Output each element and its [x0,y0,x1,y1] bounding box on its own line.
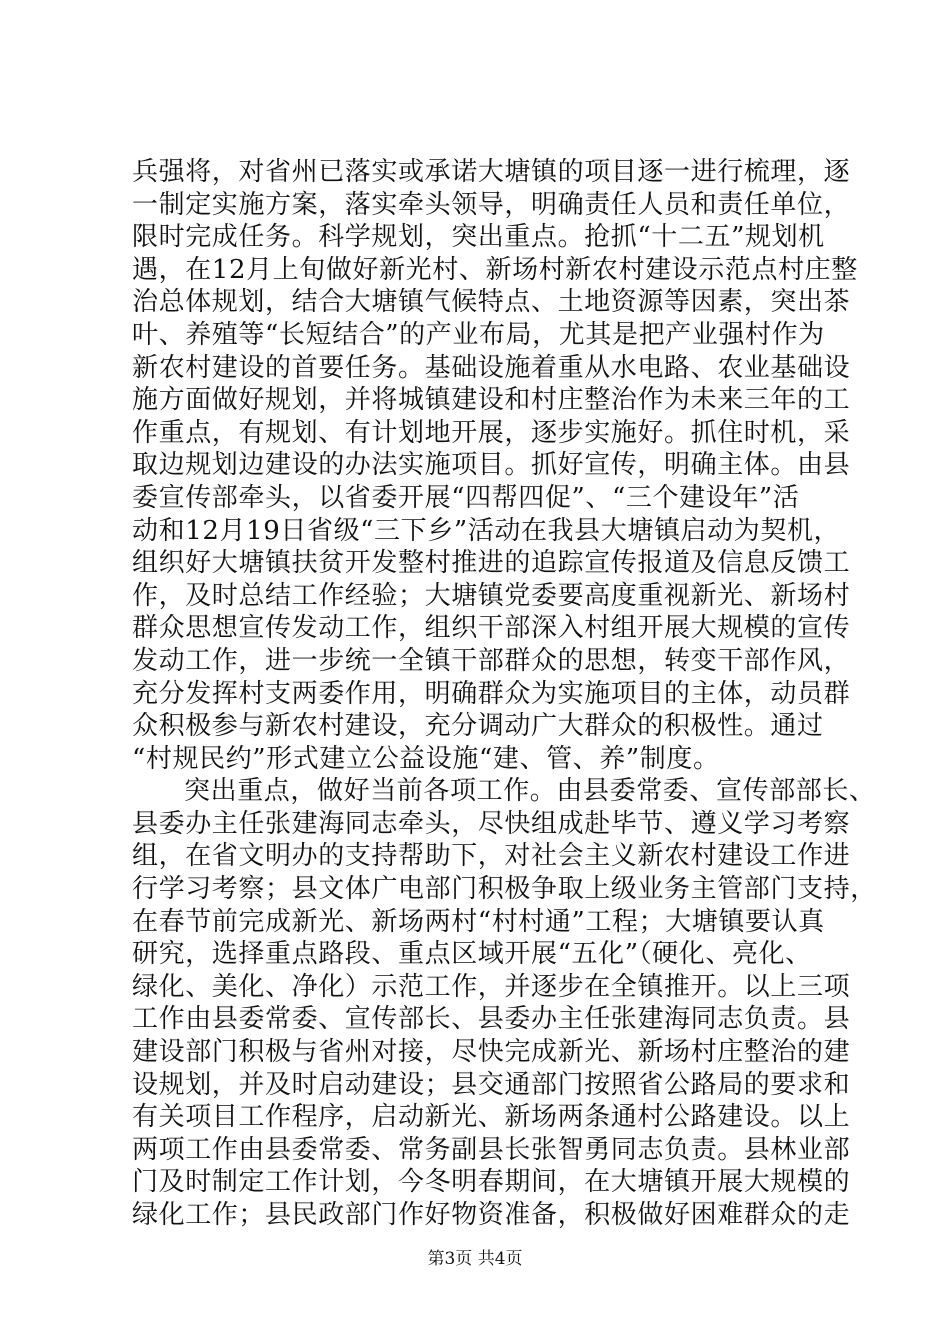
text-line: 委宣传部牵头，以省委开展“四帮四促”、“三个建设年”活 [132,482,800,513]
text-line: 治总体规划，结合大塘镇气候特点、土地资源等因素，突出茶 [132,287,851,318]
paragraph [132,775,877,1231]
text-line: 在春节前完成新光、新场两村“村村通”工程；大塘镇要认真 [132,906,825,937]
text-line: 群众思想宣传发动工作，组织干部深入村组开展大规模的宣传 [132,613,851,644]
text-line: 突出重点，做好当前各项工作。由县委常委、宣传部部长、 [184,776,876,807]
text-line: 作，及时总结工作经验；大塘镇党委要高度重视新光、新场村 [132,580,851,611]
text-line: 施方面做好规划，并将城镇建设和村庄整治作为未来三年的工 [132,385,851,416]
text-line: 新农村建设的首要任务。基础设施着重从水电路、农业基础设 [132,352,851,383]
text-line: 限时完成任务。科学规划，突出重点。抢抓“十二五”规划机 [132,222,825,253]
text-line: 工作由县委常委、宣传部长、县委办主任张建海同志负责。县 [132,1004,851,1035]
text-line: 组，在省文明办的支持帮助下，对社会主义新农村建设工作进 [132,841,851,872]
text-line: 取边规划边建设的办法实施项目。抓好宣传，明确主体。由县 [132,450,851,481]
text-line: 行学习考察；县文体广电部门积极争取上级业务主管部门支持， [132,874,877,905]
text-line: 建设部门积极与省州对接，尽快完成新光、新场村庄整治的建 [132,1037,851,1068]
text-line: 众积极参与新农村建设，充分调动广大群众的积极性。通过 [132,711,824,742]
text-line: 门及时制定工作计划，今冬明春期间，在大塘镇开展大规模的 [132,1167,851,1198]
text-line: 有关项目工作程序，启动新光、新场两条通村公路建设。以上 [132,1102,851,1133]
text-line: 一制定实施方案，落实牵头领导，明确责任人员和责任单位， [132,189,851,220]
text-line: 动和12月19日省级“三下乡”活动在我县大塘镇启动为契机， [132,515,841,546]
text-line: 县委办主任张建海同志牵头，尽快组成赴毕节、遵义学习考察 [132,808,851,839]
text-line: 发动工作，进一步统一全镇干部群众的思想，转变干部作风， [132,645,851,676]
text-line: 充分发挥村支两委作用，明确群众为实施项目的主体，动员群 [132,678,851,709]
paragraph [132,156,858,775]
text-line: 两项工作由县委常委、常务副县长张智勇同志负责。县林业部 [132,1134,851,1165]
body-text [132,156,877,1232]
text-line: 组织好大塘镇扶贫开发整村推进的追踪宣传报道及信息反馈工 [132,548,851,579]
text-line: 研究，选择重点路段、重点区域开展“五化”（硬化、亮化、 [132,939,812,970]
text-line: 绿化工作；县民政部门作好物资准备，积极做好困难群众的走 [132,1200,851,1230]
text-line: 设规划，并及时启动建设；县交通部门按照省公路局的要求和 [132,1069,851,1100]
text-line: 绿化、美化、净化）示范工作，并逐步在全镇推开。以上三项 [132,971,851,1002]
text-line: 遇，在12月上旬做好新光村、新场村新农村建设示范点村庄整 [132,254,858,285]
text-line: 叶、养殖等“长短结合”的产业布局，尤其是把产业强村作为 [132,319,825,350]
page-footer: 第3页 共4页 [427,1249,523,1269]
text-line: 兵强将，对省州已落实或承诺大塘镇的项目逐一进行梳理，逐 [132,157,851,187]
text-line: “村规民约”形式建立公益设施“建、管、养”制度。 [132,743,720,774]
text-line: 作重点，有规划、有计划地开展，逐步实施好。抓住时机，采 [132,417,851,448]
